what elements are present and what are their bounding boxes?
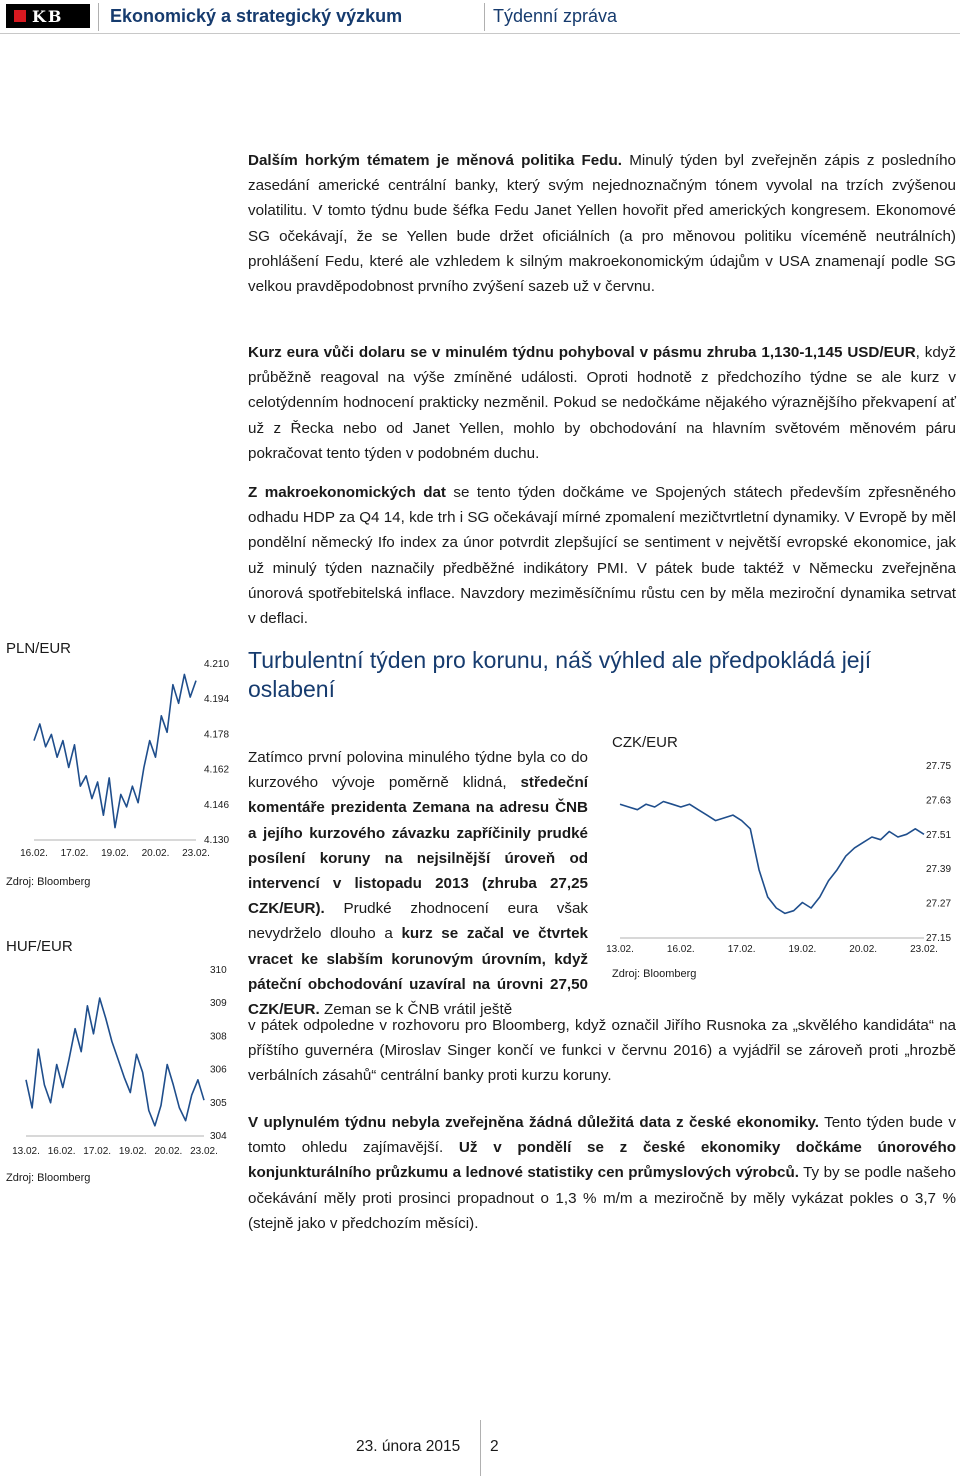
x-tick-label: 13.02. bbox=[12, 1146, 40, 1157]
series-line bbox=[26, 998, 204, 1126]
x-tick-label: 17.02. bbox=[83, 1146, 112, 1157]
logo-text: KB bbox=[32, 6, 64, 26]
x-tick-label: 23.02. bbox=[910, 944, 938, 955]
x-tick-label: 16.02. bbox=[666, 944, 695, 955]
kb-logo bbox=[6, 4, 90, 28]
y-tick-label: 305 bbox=[210, 1097, 227, 1109]
text-run: Minulý týden byl zveřejněn zápis z posledního zasedání americké centrální banky, který svým nejednoznačným tónem vyvolal na trzích zvýšenou volatilitu. V tomto týdnu bude šéfka Fedu Janet Yellen hovořit před amerických kongresem. Ekonomové SG očekávají, že se Yellen bude držet oficiálních (a pro měnovou politiku víceméně neutrálních) prohlášení Fedu, které ale vzhledem k silným makroekonomickým údajům v USA znamenají podle SG velkou pravděpodobnost prvního zvýšení sazeb už v červnu. bbox=[248, 152, 956, 296]
header-divider bbox=[484, 3, 485, 31]
text-run: Tento týden bude v tomto ohledu zajímavější. bbox=[248, 1114, 956, 1157]
y-tick-label: 4.130 bbox=[204, 835, 230, 846]
header-report-type: Týdenní zpráva bbox=[493, 6, 618, 26]
x-tick-label: 16.02. bbox=[47, 1146, 76, 1157]
x-tick-label: 17.02. bbox=[60, 848, 89, 859]
y-tick-label: 308 bbox=[210, 1031, 227, 1043]
y-tick-label: 27.75 bbox=[926, 761, 952, 772]
page-number: 2 bbox=[490, 1438, 499, 1455]
y-tick-label: 4.210 bbox=[204, 659, 230, 670]
x-tick-label: 19.02. bbox=[118, 1146, 147, 1157]
chart-title: PLN/EUR bbox=[6, 640, 72, 657]
text-run: Zeman se k ČNB vrátil ještě bbox=[319, 1001, 513, 1019]
x-tick-label: 20.02. bbox=[141, 848, 170, 859]
text-run: Prudké zhodnocení eura však nevydrželo dlouho a bbox=[248, 900, 588, 943]
bold-text: V uplynulém týdnu nebyla zveřejněna žádná důležitá data z české ekonomiky. bbox=[248, 1114, 820, 1131]
footer-divider bbox=[480, 1420, 481, 1476]
x-tick-label: 17.02. bbox=[727, 944, 756, 955]
chart-title: HUF/EUR bbox=[6, 938, 73, 955]
series-line bbox=[34, 674, 196, 827]
y-tick-label: 306 bbox=[210, 1064, 227, 1076]
text-run: , když průběžně reagoval na výše zmíněné události. Oproti hodnotě z předchozího týdne se ale kurz v celotýdenním hodnocení prakticky nezměnil. Pokud se nedočkáme nějakého výraznějšího překvapení ať už z Řecka nebo od Janet Yellen, mohlo by obchodování na hlavním světovém měnovém páru pokračovat tento týden v podobném duchu. bbox=[248, 344, 956, 462]
x-tick-label: 19.02. bbox=[101, 848, 129, 859]
chart-huf-eur bbox=[0, 934, 240, 1194]
header-rule bbox=[0, 33, 960, 34]
logo-red-square bbox=[14, 10, 26, 22]
bold-text: Z makroekonomických dat bbox=[248, 484, 446, 501]
chart-plot bbox=[606, 758, 956, 966]
y-tick-label: 310 bbox=[210, 965, 227, 976]
x-tick-label: 13.02. bbox=[606, 944, 634, 955]
chart-plot bbox=[0, 962, 240, 1162]
y-tick-label: 4.178 bbox=[204, 729, 230, 741]
x-tick-label: 20.02. bbox=[154, 1146, 183, 1157]
header-title: Ekonomický a strategický výzkum bbox=[110, 6, 403, 26]
paragraph-macro-data bbox=[248, 480, 956, 631]
chart-source: Zdroj: Bloomberg bbox=[6, 876, 91, 888]
chart-source: Zdroj: Bloomberg bbox=[6, 1172, 91, 1184]
bold-text: Dalším horkým tématem je měnová politika Fedu. bbox=[248, 152, 622, 169]
y-tick-label: 27.39 bbox=[926, 864, 952, 876]
series-line bbox=[620, 802, 924, 914]
chart-source: Zdroj: Bloomberg bbox=[612, 968, 697, 980]
y-tick-label: 304 bbox=[210, 1131, 227, 1142]
chart-plot bbox=[0, 656, 240, 872]
x-tick-label: 23.02. bbox=[182, 848, 210, 859]
x-tick-label: 20.02. bbox=[849, 944, 878, 955]
paragraph-fed bbox=[248, 148, 956, 299]
chart-pln-eur bbox=[0, 636, 240, 896]
paragraph-eurusd bbox=[248, 340, 956, 466]
chart-czk-eur bbox=[606, 730, 956, 990]
section-heading: Turbulentní týden pro korunu, náš výhled ale předpokládá její oslabení bbox=[248, 647, 872, 702]
header-divider bbox=[98, 3, 99, 31]
y-tick-label: 309 bbox=[210, 998, 227, 1010]
text-run: Ty by se podle našeho očekávání měly proti prosinci propadnout o 1,3 % m/m a meziročně by měly vykázat pokles o 3,7 % (stejně jako v předchozím měsíci). bbox=[248, 1164, 956, 1232]
y-tick-label: 27.51 bbox=[926, 829, 952, 841]
bold-text: středeční komentáře prezidenta Zemana na adresu ČNB a jejího kurzového závazku zapříčinily prudké posílení koruny na nejsilnější úroveň od intervencí v listopadu 2013 (zhruba 27,25 CZK/EUR). bbox=[248, 774, 588, 918]
y-tick-label: 4.162 bbox=[204, 764, 230, 776]
x-tick-label: 23.02. bbox=[190, 1146, 218, 1157]
y-tick-label: 27.15 bbox=[926, 933, 952, 944]
paragraph-czech-data bbox=[248, 1110, 956, 1236]
page-header bbox=[0, 0, 960, 34]
x-tick-label: 19.02. bbox=[788, 944, 817, 955]
y-tick-label: 4.146 bbox=[204, 799, 230, 811]
text-run: Zatímco první polovina minulého týdne byla co do kurzového vývoje poměrně klidná, bbox=[248, 749, 588, 792]
y-tick-label: 4.194 bbox=[204, 694, 230, 706]
chart-title: CZK/EUR bbox=[612, 734, 678, 751]
x-tick-label: 16.02. bbox=[20, 848, 48, 859]
bold-text: Kurz eura vůči dolaru se v minulém týdnu pohyboval v pásmu zhruba 1,130-1,145 USD/EUR bbox=[248, 344, 916, 361]
text-run: se tento týden dočkáme ve Spojených státech především zpřesněného odhadu HDP za Q4 14, kde trh i SG očekávají mírné zpomalení mezičtvrtletní dynamiky. V Evropě by měl pondělní německý Ifo index za únor potvrdit zlepšující se sentiment v největší evropské ekonomice, jak už minulý týden naznačily předběžné indikátory PMI. V pátek bude taktéž v Německu zveřejněna únorová spotřebitelská inflace. Navzdory meziměsíčnímu růstu cen by měla meziroční dynamika setrvat v deflaci. bbox=[248, 484, 956, 628]
text-run: v pátek odpoledne v rozhovoru pro Bloomberg, když označil Jiřího Rusnoka za „skvělého kandidáta“ na příštího guvernéra (Miroslav Singer končí ve funkci v červnu 2016) a vyjádřil se zároveň proti „hrozbě verbálních zásahů“ centrální banky proti kurzu koruny. bbox=[248, 1017, 956, 1085]
bold-text: kurz se začal ve čtvrtek vracet ke slabším korunovým úrovním, když páteční obchodování uzavíral na úrovni 27,50 CZK/EUR. bbox=[248, 925, 588, 1019]
paragraph-koruna-continued bbox=[248, 1013, 956, 1089]
paragraph-koruna bbox=[248, 745, 588, 1022]
y-tick-label: 27.27 bbox=[926, 898, 952, 910]
bold-text: Už v pondělí se z české ekonomiky dočkáme únorového konjunkturálního průzkumu a lednové statistiky cen průmyslových výrobců. bbox=[248, 1139, 956, 1182]
footer-date: 23. února 2015 bbox=[356, 1438, 461, 1455]
y-tick-label: 27.63 bbox=[926, 795, 952, 807]
